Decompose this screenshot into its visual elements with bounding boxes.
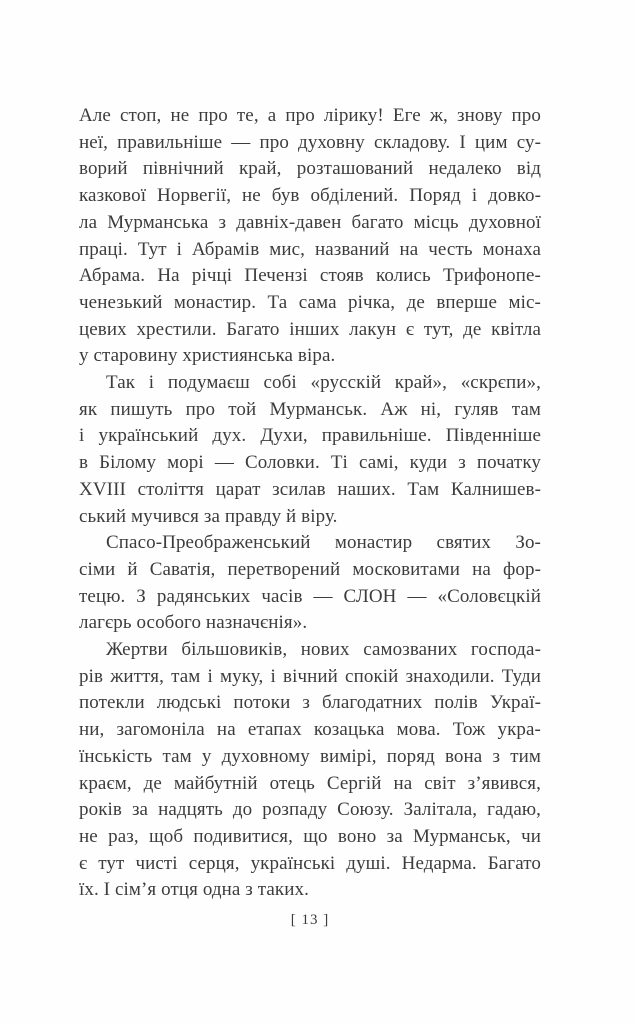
text-line: Але стоп, не про те, а про лірику! Еге ж, знову про	[79, 105, 541, 126]
text-line: сіми й Саватія, перетворений московитами на фор-	[79, 558, 541, 580]
text-line: потекли людські потоки з благодатних полів Украї-	[79, 692, 541, 714]
text-line: Так і подумаєш собі «русскій край», «скрєпи»,	[106, 372, 541, 394]
text-line: їнськість там у духовному вимірі, поряд вона з тим	[79, 745, 541, 767]
text-line: XVIII століття царат зсилав наших. Там Калнишев-	[79, 478, 541, 500]
text-line: лагєрь особого назначєнія».	[79, 612, 308, 634]
text-line: як пишуть про той Мурманськ. Аж ні, гуляв там	[79, 398, 541, 420]
text-line: казкової Норвегії, не був обділений. Поряд і довко-	[79, 185, 541, 207]
text-line: ченезький монастир. Та сама річка, де вперше міс-	[79, 291, 541, 313]
text-line: цевих хрестили. Багато інших лакун є тут, де квітла	[79, 318, 541, 340]
paragraph	[79, 103, 541, 370]
text-line: ворий північний край, розташований недалеко від	[79, 158, 541, 180]
text-line: неї, правильніше — про духовну складову. І цим су-	[79, 131, 541, 153]
text-line: їх. І сім’я отця одна з таких.	[79, 879, 309, 901]
text-line: ни, загомоніла на етапах козацька мова. Тож укра-	[79, 719, 541, 741]
paragraph	[79, 370, 541, 530]
text-line: рів життя, там і муку, і вічний спокій знаходили. Туди	[79, 665, 541, 687]
text-line: не раз, щоб подивитися, що воно за Мурманськ, чи	[79, 825, 541, 847]
text-line: краєм, де майбутній отець Сергій на світ з’явився,	[79, 772, 541, 794]
text-line: ла Мурманська з давніх-давен багато місць духовної	[79, 211, 541, 233]
text-line: праці. Тут і Абрамів мис, названий на честь монаха	[79, 238, 541, 260]
text-line: ський мучився за правду й віру.	[79, 505, 338, 527]
text-line: в Білому морі — Соловки. Ті самі, куди з початку	[79, 452, 541, 474]
page-number: [ 13 ]	[290, 912, 330, 928]
text-block	[79, 103, 541, 904]
text-line: Жертви більшовиків, нових самозваних господа-	[106, 639, 541, 661]
text-line: і український дух. Духи, правильніше. Південніше	[79, 425, 541, 447]
text-line: років за надцять до розпаду Союзу. Залітала, гадаю,	[79, 799, 541, 821]
paragraph	[79, 530, 541, 637]
text-line: у старовину християнська віра.	[79, 345, 336, 367]
text-line: є тут чисті серця, українські душі. Недарма. Багато	[79, 852, 541, 874]
text-line: Спасо-Преображенський монастир святих Зо-	[106, 532, 541, 554]
text-line: Абрама. На річці Печензі стояв колись Трифонопе-	[79, 265, 541, 287]
text-line: тецю. З радянських часів — СЛОН — «Соловєцкій	[79, 585, 541, 607]
paragraph	[79, 637, 541, 904]
